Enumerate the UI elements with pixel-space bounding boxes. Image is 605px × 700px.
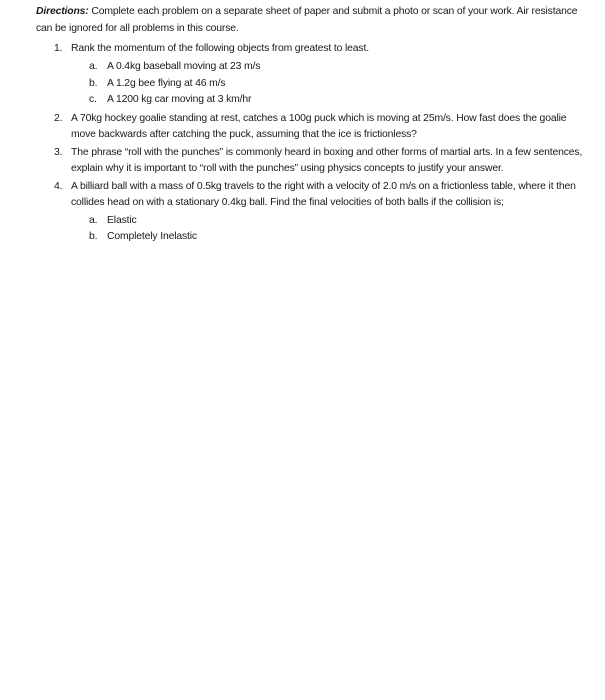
directions-label: Directions: xyxy=(36,6,89,17)
directions-paragraph xyxy=(36,3,586,37)
sub-item-text: Completely Inelastic xyxy=(107,231,197,242)
sub-item-letter: a. xyxy=(89,61,98,72)
sub-item xyxy=(71,229,586,246)
problem-number: 1. xyxy=(54,43,63,54)
problem-4 xyxy=(36,179,586,246)
problem-number: 2. xyxy=(54,112,63,124)
problem-text: A 70kg hockey goalie standing at rest, catches a 100g puck which is moving at 25m/s. How fast does the goalie move backwards after catching the puck, assuming that the ice is frictionless? xyxy=(71,112,567,140)
problem-text: A billiard ball with a mass of 0.5kg travels to the right with a velocity of 2.0 m/s on a frictionless table, where it then collides head on with a stationary 0.4kg ball. Find the final velocities of both balls if the collision is; xyxy=(71,180,576,208)
sub-item xyxy=(71,213,586,230)
sub-item xyxy=(71,59,586,76)
sub-item-letter: b. xyxy=(89,77,98,89)
problem-number: 4. xyxy=(54,180,63,192)
sub-item-text: A 0.4kg baseball moving at 23 m/s xyxy=(107,61,261,72)
sub-list xyxy=(71,59,586,109)
problem-3 xyxy=(36,145,586,177)
sub-item-text: Elastic xyxy=(107,214,137,226)
sub-item xyxy=(71,92,586,109)
problem-1 xyxy=(36,41,586,109)
problem-text: Rank the momentum of the following objects from greatest to least. xyxy=(71,43,369,54)
problem-text: The phrase “roll with the punches” is commonly heard in boxing and other forms of martial arts. In a few sentences, explain why it is important to “roll with the punches” using physics concepts to justify your answer. xyxy=(71,146,583,174)
problem-list xyxy=(36,41,586,246)
sub-item-letter: a. xyxy=(89,214,98,226)
problem-number: 3. xyxy=(54,146,63,158)
sub-item-letter: c. xyxy=(89,94,97,105)
sub-item-text: A 1200 kg car moving at 3 km/hr xyxy=(107,94,252,105)
problem-2 xyxy=(36,111,586,143)
sub-item-letter: b. xyxy=(89,231,98,242)
sub-item-text: A 1.2g bee flying at 46 m/s xyxy=(107,77,226,89)
sub-item xyxy=(71,76,586,93)
directions-text: Complete each problem on a separate sheet of paper and submit a photo or scan of your work. Air resistance can be ignored for all problems in this course. xyxy=(36,6,578,34)
sub-list xyxy=(71,213,586,246)
